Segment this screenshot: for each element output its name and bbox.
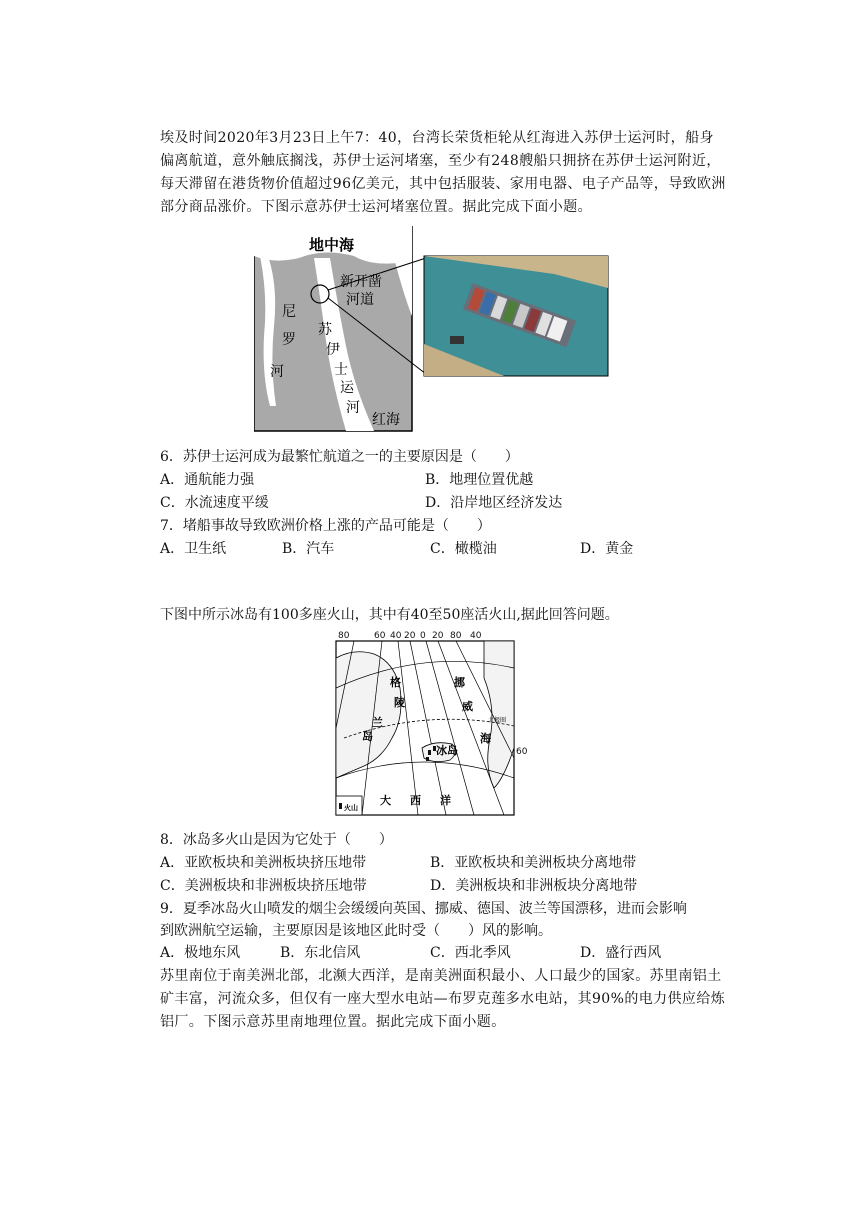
q8-option-b[interactable]: B．亚欧板块和美洲板块分离地带	[430, 855, 637, 871]
label-suez-5: 河	[346, 400, 360, 416]
label-atlantic-2: 西	[410, 794, 421, 807]
q8-stem: 8．冰岛多火山是因为它处于（ ）	[160, 832, 393, 848]
label-suez-4: 运	[340, 380, 354, 396]
label-greenland-2: 陵	[394, 696, 405, 709]
lon-label-20e: 20	[432, 631, 444, 641]
label-norway-3: 海	[480, 732, 491, 745]
q6-option-b[interactable]: B．地理位置优越	[425, 472, 534, 488]
q7-option-a[interactable]: A．卫生纸	[160, 541, 227, 557]
label-mediterranean: 地中海	[309, 236, 355, 254]
label-nile-2: 罗	[282, 332, 296, 348]
q9-option-d[interactable]: D．盛行西风	[580, 945, 662, 961]
suez-map	[254, 226, 614, 432]
q9-stem-line1: 9．夏季冰岛火山喷发的烟尘会缓缓向英国、挪威、德国、波兰等国漂移，进而会影响	[160, 901, 687, 917]
label-iceland: 冰岛	[436, 744, 458, 757]
lon-label-40: 40	[390, 631, 402, 641]
label-atlantic-1: 大	[380, 794, 391, 807]
q9-option-b[interactable]: B．东北信风	[280, 945, 361, 961]
label-greenland-3: 兰	[372, 716, 383, 729]
q7-option-c[interactable]: C．橄榄油	[430, 541, 497, 557]
label-suez-1: 苏	[318, 322, 332, 338]
q6-stem: 6．苏伊士运河成为最繁忙航道之一的主要原因是（ ）	[160, 449, 519, 465]
label-suez-3: 士	[334, 362, 348, 378]
q8-option-c[interactable]: C．美洲板块和非洲板块挤压地带	[160, 878, 367, 894]
label-new-canal-1: 新开凿	[340, 274, 382, 290]
q7-option-b[interactable]: B．汽车	[282, 541, 335, 557]
legend-label: 火山	[344, 804, 358, 812]
lon-label-0: 0	[420, 631, 426, 641]
q6-option-c[interactable]: C．水流速度平缓	[160, 495, 269, 511]
ship-photo	[424, 256, 608, 376]
iceland-map	[334, 628, 534, 818]
label-greenland-1: 格	[390, 676, 401, 689]
label-red-sea: 红海	[372, 412, 400, 428]
passage-iceland: 下图中所示冰岛有100多座火山，其中有40至50座活火山,据此回答问题。	[160, 607, 619, 623]
lon-label-80: 80	[338, 631, 350, 641]
label-suez-2: 伊	[326, 342, 340, 358]
suez-map-figure	[254, 226, 614, 436]
lon-label-60: 60	[374, 631, 386, 641]
label-greenland-4: 岛	[362, 730, 373, 743]
q9-stem-line2: 到欧洲航空运输，主要原因是该地区此时受（ ）风的影响。	[160, 923, 552, 939]
q8-option-d[interactable]: D．美洲板块和非洲板块分离地带	[430, 878, 638, 894]
q6-option-d[interactable]: D．沿岸地区经济发达	[425, 495, 563, 511]
passage-suriname: 苏里南位于南美洲北部，北濒大西洋，是南美洲面积最小、人口最少的国家。苏里南铝土矿丰富，河流众多，但仅有一座大型水电站—布罗克莲多水电站，其90%的电力供应给炼铝厂。下图示意苏里南地理位置。据此完成下面小题。	[160, 968, 726, 1030]
label-norway-1: 挪	[454, 676, 465, 689]
legend-volcano	[336, 796, 362, 815]
q9-option-c[interactable]: C．西北季风	[430, 945, 511, 961]
lon-label-80e: 80	[450, 631, 462, 641]
q7-stem: 7．堵船事故导致欧洲价格上涨的产品可能是（ ）	[160, 518, 491, 534]
iceland-map-figure	[334, 628, 534, 822]
label-arctic-circle: 北极圈	[488, 717, 507, 724]
q7-option-d[interactable]: D．黄金	[580, 541, 634, 557]
lon-label-40e: 40	[470, 631, 482, 641]
label-atlantic-3: 洋	[440, 794, 451, 807]
passage-suez: 埃及时间2020年3月23日上午7：40，台湾长荣货柜轮从红海进入苏伊士运河时，船身偏离航道，意外触底搁浅，苏伊士运河堵塞，至少有248艘船只拥挤在苏伊士运河附近，每天滞留在港货物价值超过96亿美元，其中包括服装、家用电器、电子产品等，导致欧洲部分商品涨价。下图示意苏伊士运河堵塞位置。据此完成下面小题。	[160, 130, 726, 215]
q6-option-a[interactable]: A．通航能力强	[160, 472, 255, 488]
q8-option-a[interactable]: A．亚欧板块和美洲板块挤压地带	[160, 855, 367, 871]
volcano-icon	[339, 803, 342, 809]
label-norway-2: 威	[462, 700, 473, 713]
lat-label-60: 60	[516, 747, 528, 757]
label-nile-1: 尼	[282, 304, 296, 320]
label-new-canal-2: 河道	[346, 292, 374, 308]
q9-option-a[interactable]: A．极地东风	[160, 945, 241, 961]
lon-label-20: 20	[404, 631, 416, 641]
label-nile-3: 河	[270, 364, 284, 380]
